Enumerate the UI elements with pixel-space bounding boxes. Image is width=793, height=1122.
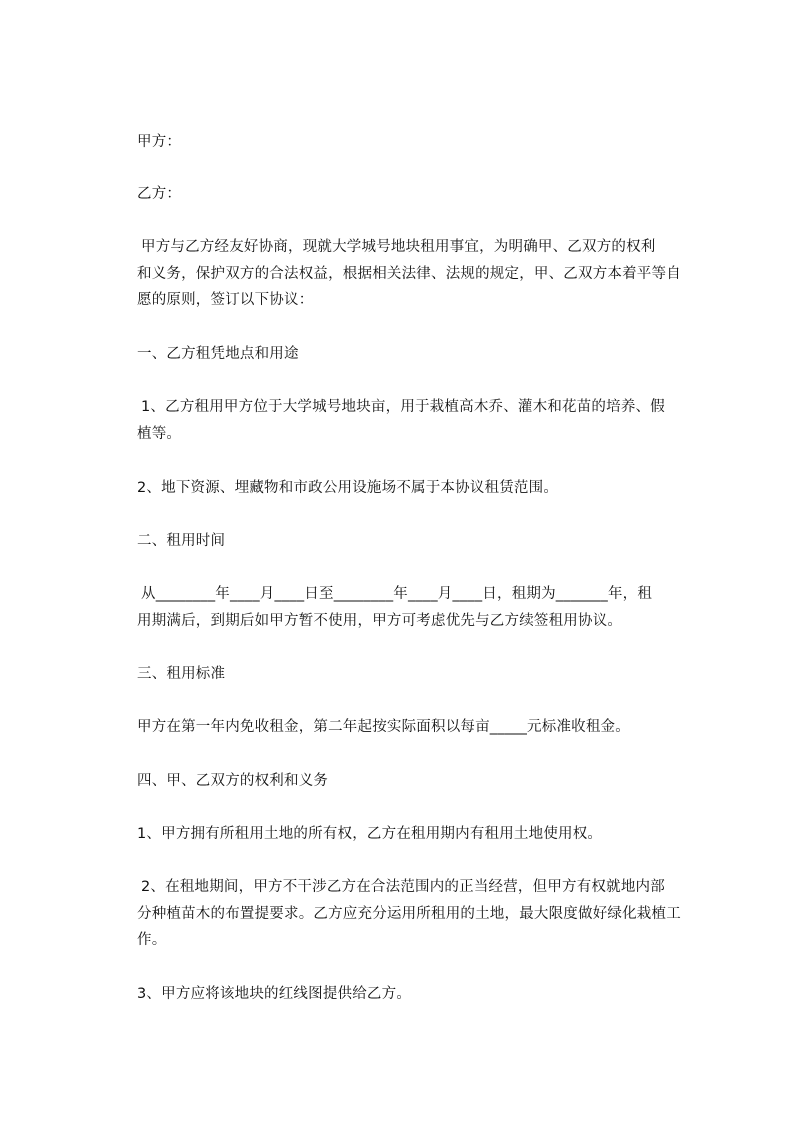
- intro-line-1: 甲方与乙方经友好协商，现就大学城号地块租用事宜，为明确甲、乙双方的权利: [141, 239, 656, 255]
- section-2-line-2: 用期满后，到期后如甲方暂不使用，甲方可考虑优先与乙方续签租用协议。: [137, 613, 623, 629]
- section-4-item-1: 1、甲方拥有所租用土地的所有权，乙方在租用期内有租用土地使用权。: [137, 826, 603, 842]
- section-4-item-2-line-3: 作。: [137, 932, 167, 948]
- section-4-item-2-line-2: 分种植苗木的布置提要求。乙方应充分运用所租用的土地，最大限度做好绿化栽植工: [137, 906, 681, 922]
- section-3-line-1: 甲方在第一年内免收租金，第二年起按实际面积以每亩_____元标准收租金。: [137, 719, 630, 735]
- section-4-heading: 四、甲、乙双方的权利和义务: [137, 773, 329, 789]
- section-4-item-2-line-1: 2、在租地期间，甲方不干涉乙方在合法范围内的正当经营，但甲方有权就地内部: [141, 879, 665, 895]
- section-4-item-3: 3、甲方应将该地块的红线图提供给乙方。: [137, 986, 412, 1002]
- section-1-heading: 一、乙方租凭地点和用途: [137, 346, 299, 362]
- section-1-item-1-line-2: 植等。: [137, 426, 182, 442]
- intro-line-3: 愿的原则，签订以下协议：: [137, 292, 314, 308]
- section-1-item-1-line-1: 1、乙方租用甲方位于大学城号地块亩，用于栽植高木乔、灌木和花苗的培养、假: [141, 399, 665, 415]
- intro-line-2: 和义务，保护双方的合法权益，根据相关法律、法规的规定，甲、乙双方本着平等自: [137, 266, 681, 282]
- section-3-heading: 三、租用标准: [137, 666, 226, 682]
- section-2-line-1: 从________年____月____日至________年____月____日，租期为_______年，租: [141, 586, 653, 602]
- section-2-heading: 二、租用时间: [137, 533, 226, 549]
- party-b-label: 乙方：: [137, 186, 182, 202]
- party-a-label: 甲方：: [137, 134, 182, 150]
- section-1-item-2: 2、地下资源、埋藏物和市政公用设施场不属于本协议租赁范围。: [137, 480, 559, 496]
